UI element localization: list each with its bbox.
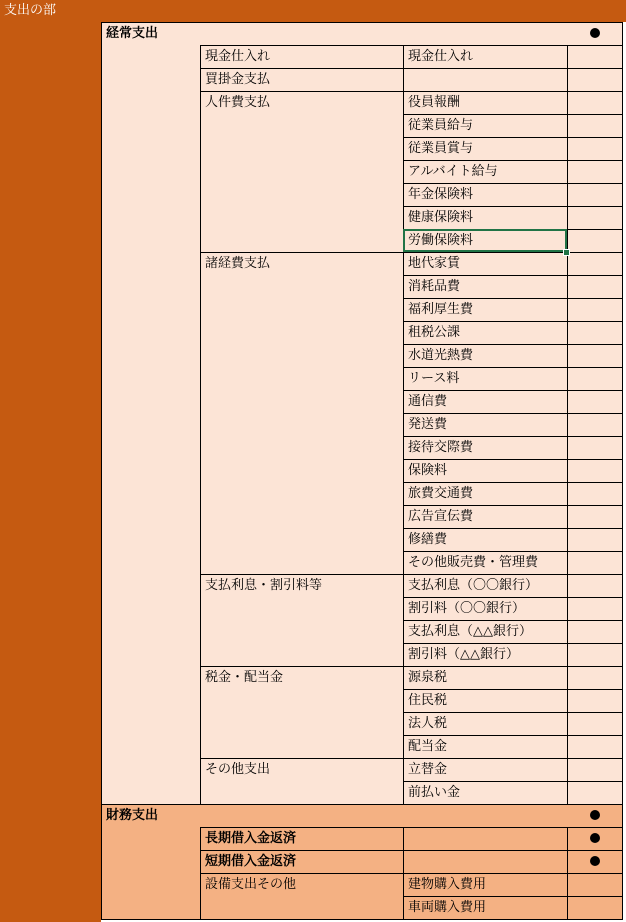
value-cell[interactable] [567, 482, 623, 505]
value-cell[interactable] [567, 528, 623, 551]
item-label-cell[interactable]: 長期借入金返済 [200, 827, 403, 850]
value-cell[interactable] [567, 252, 623, 275]
subitem-cell[interactable] [403, 68, 567, 91]
subitem-cell[interactable]: 保険料 [403, 459, 567, 482]
subitem-cell[interactable]: 消耗品費 [403, 275, 567, 298]
subitem-cell[interactable]: 割引料（△△銀行） [403, 643, 567, 666]
value-cell[interactable] [567, 758, 623, 781]
subitem-cell[interactable]: アルバイト給与 [403, 160, 567, 183]
item-label-cell[interactable]: 人件費支払 [200, 91, 403, 252]
item-label-cell[interactable]: 支払利息・割引料等 [200, 574, 403, 666]
value-cell[interactable] [567, 390, 623, 413]
value-cell[interactable] [567, 436, 623, 459]
item-label-cell[interactable]: 短期借入金返済 [200, 850, 403, 873]
subitem-cell[interactable] [403, 850, 567, 873]
section-header-cell[interactable]: 支出の部 [0, 0, 626, 22]
subitem-cell[interactable]: 役員報酬 [403, 91, 567, 114]
subitem-cell[interactable] [403, 827, 567, 850]
item-label-cell[interactable]: 現金仕入れ [200, 45, 403, 68]
subitem-cell[interactable]: 立替金 [403, 758, 567, 781]
value-cell[interactable] [567, 666, 623, 689]
value-cell[interactable] [567, 275, 623, 298]
group-indent-cell [101, 827, 200, 919]
subitem-cell[interactable]: 年金保険料 [403, 183, 567, 206]
group-marker-dot [590, 810, 600, 820]
value-cell[interactable] [567, 137, 623, 160]
subitem-cell[interactable]: 労働保険料 [403, 229, 567, 252]
item-label-cell[interactable]: 買掛金支払 [200, 68, 403, 91]
value-cell[interactable] [567, 689, 623, 712]
subitem-cell[interactable]: 租税公課 [403, 321, 567, 344]
value-cell[interactable] [567, 367, 623, 390]
group-indent-cell [101, 45, 200, 804]
subitem-cell[interactable]: 旅費交通費 [403, 482, 567, 505]
value-cell[interactable] [567, 873, 623, 896]
item-label-cell[interactable]: 設備支出その他 [200, 873, 403, 919]
subitem-cell[interactable]: 支払利息（△△銀行） [403, 620, 567, 643]
item-marker-dot [590, 833, 600, 843]
subitem-cell[interactable]: 車両購入費用 [403, 896, 567, 919]
value-cell[interactable] [567, 597, 623, 620]
item-label-cell[interactable]: 税金・配当金 [200, 666, 403, 758]
value-cell[interactable] [567, 505, 623, 528]
subitem-cell[interactable]: 現金仕入れ [403, 45, 567, 68]
subitem-cell[interactable]: 接待交際費 [403, 436, 567, 459]
value-cell[interactable] [567, 68, 623, 91]
subitem-cell[interactable]: 修繕費 [403, 528, 567, 551]
subitem-cell[interactable]: 水道光熱費 [403, 344, 567, 367]
subitem-cell[interactable]: 通信費 [403, 390, 567, 413]
subitem-cell[interactable]: 法人税 [403, 712, 567, 735]
value-cell[interactable] [567, 206, 623, 229]
value-cell[interactable] [567, 321, 623, 344]
group-header-ordinary[interactable]: 経常支出 [101, 22, 623, 45]
subitem-cell[interactable]: 地代家賃 [403, 252, 567, 275]
value-cell[interactable] [567, 413, 623, 436]
subitem-cell[interactable]: 従業員給与 [403, 114, 567, 137]
fill-handle[interactable] [563, 249, 570, 256]
value-cell[interactable] [567, 344, 623, 367]
group-marker-dot [590, 28, 600, 38]
subitem-cell[interactable]: その他販売費・管理費 [403, 551, 567, 574]
value-cell[interactable] [567, 620, 623, 643]
value-cell[interactable] [567, 298, 623, 321]
subitem-cell[interactable]: 従業員賞与 [403, 137, 567, 160]
value-cell[interactable] [567, 712, 623, 735]
value-cell[interactable] [567, 574, 623, 597]
group-header-financial[interactable]: 財務支出 [101, 804, 623, 827]
value-cell[interactable] [567, 551, 623, 574]
left-band [0, 22, 101, 922]
value-cell[interactable] [567, 459, 623, 482]
value-cell[interactable] [567, 781, 623, 804]
subitem-cell[interactable]: 福利厚生費 [403, 298, 567, 321]
subitem-cell[interactable]: 配当金 [403, 735, 567, 758]
value-cell[interactable] [567, 114, 623, 137]
table-bottom-border [101, 919, 623, 920]
subitem-cell[interactable]: 割引料（〇〇銀行） [403, 597, 567, 620]
subitem-cell[interactable]: 源泉税 [403, 666, 567, 689]
subitem-cell[interactable]: 健康保険料 [403, 206, 567, 229]
subitem-cell[interactable]: 支払利息（〇〇銀行） [403, 574, 567, 597]
value-cell[interactable] [567, 160, 623, 183]
subitem-cell[interactable]: リース料 [403, 367, 567, 390]
subitem-cell[interactable]: 広告宣伝費 [403, 505, 567, 528]
value-cell[interactable] [567, 183, 623, 206]
subitem-cell[interactable]: 発送費 [403, 413, 567, 436]
item-label-cell[interactable]: 諸経費支払 [200, 252, 403, 574]
subitem-cell[interactable]: 住民税 [403, 689, 567, 712]
selected-cell-highlight[interactable] [403, 229, 567, 252]
value-cell[interactable] [567, 91, 623, 114]
value-cell[interactable] [567, 896, 623, 919]
subitem-cell[interactable]: 建物購入費用 [403, 873, 567, 896]
item-marker-dot [590, 856, 600, 866]
value-cell[interactable] [567, 735, 623, 758]
value-cell[interactable] [567, 643, 623, 666]
subitem-cell[interactable]: 前払い金 [403, 781, 567, 804]
item-label-cell[interactable]: その他支出 [200, 758, 403, 804]
value-cell[interactable] [567, 229, 623, 252]
value-cell[interactable] [567, 45, 623, 68]
